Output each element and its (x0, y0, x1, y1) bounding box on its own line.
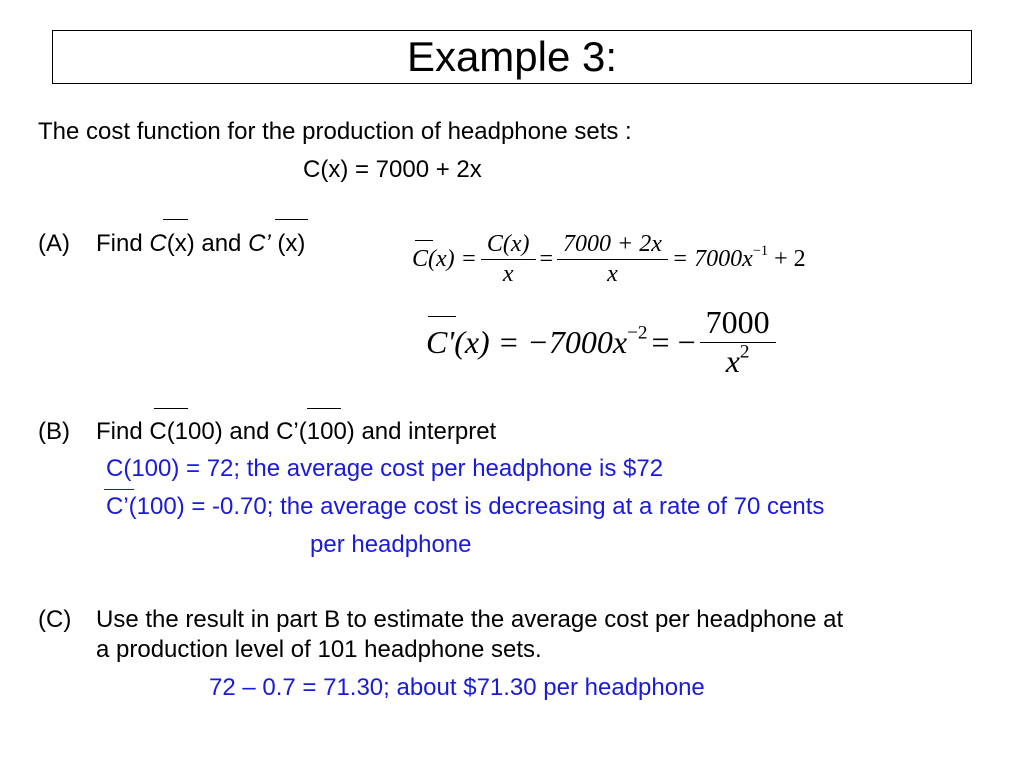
part-a-c-bar: C (149, 230, 167, 257)
overline-a2 (275, 219, 308, 220)
part-c-line-1: Use the result in part B to estimate the average cost per headphone at (96, 606, 844, 633)
part-b-answer-2: C’(100) = -0.70; the average cost is decreasing at a rate of 70 cents (106, 493, 825, 520)
eq1-fraction-1: $\frac{C(x)}{x}$ (481, 232, 536, 287)
part-a-find: Find (96, 230, 143, 257)
part-c-answer: 72 – 0.7 = 71.30; about $71.30 per headphone (209, 674, 705, 701)
part-a-label: (A) (38, 230, 70, 257)
part-a-and: and (201, 230, 242, 257)
eq1-equals: = (539, 246, 554, 273)
part-b-text: Find C(100) and C’(100) and interpret (96, 418, 497, 445)
title-box (52, 30, 972, 84)
slide-title: Example 3: (406, 33, 618, 80)
underline-b-answer (104, 489, 134, 490)
cost-function: C(x) = 7000 + 2x (303, 156, 482, 183)
eq2-mid: = − (651, 323, 696, 360)
intro-text: The cost function for the production of headphone sets : (38, 118, 632, 145)
equation-average-cost (412, 232, 806, 287)
part-b-answer-2-cont: per headphone (310, 531, 472, 558)
overline-b2 (307, 408, 341, 409)
part-a-x: (x) (166, 230, 195, 257)
part-a-c-prime-bar: C’ (248, 230, 271, 257)
part-b-answer-1: C(100) = 72; the average cost per headphone is $72 (106, 455, 664, 482)
part-a-text (96, 230, 305, 258)
part-c-label: (C) (38, 606, 72, 633)
overline-b1 (154, 408, 188, 409)
eq2-lhs: $C'(x) = -7000x^{-2}$ (426, 324, 648, 361)
part-a-x2: (x) (277, 230, 306, 257)
equation-marginal-average-cost (426, 306, 776, 378)
overline-a1 (163, 219, 188, 220)
eq2-fraction: $\frac{7000}{x^2}$ (700, 306, 776, 378)
eq1-fraction-2: $\frac{7000 + 2x}{x}$ (557, 232, 668, 287)
part-c-line-2: a production level of 101 headphone sets. (96, 636, 542, 663)
part-b-label: (B) (38, 418, 70, 445)
eq1-lhs: C(x) = (412, 246, 477, 273)
eq1-rhs: = $7000x^{-1} + 2$ (671, 243, 806, 273)
